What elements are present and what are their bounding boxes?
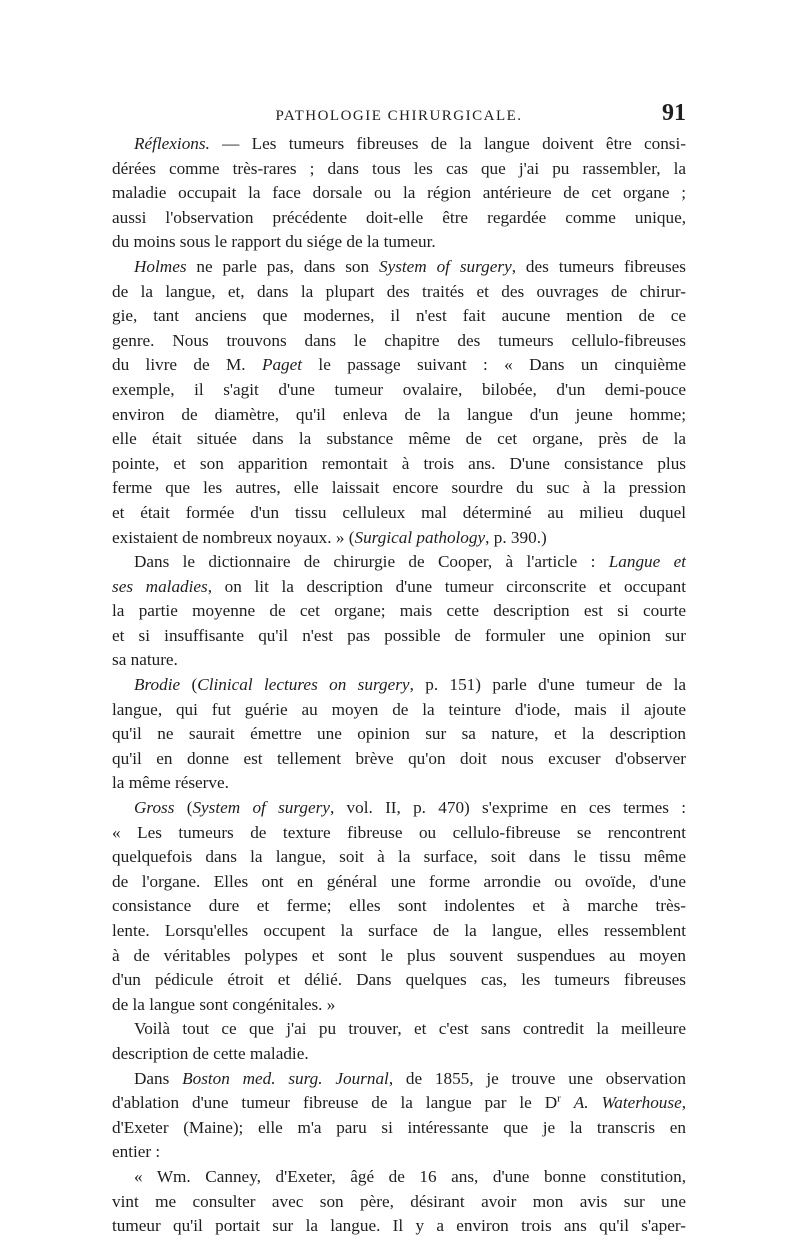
- text-segment: d'Exeter (Maine); elle m'a paru si intéressante que je la transcris en: [112, 1117, 686, 1137]
- text-line: [112, 1042, 686, 1067]
- text-line: [112, 230, 686, 255]
- text-line: [112, 771, 686, 796]
- text-segment: System of surgery: [192, 798, 330, 818]
- text-segment: r: [557, 1092, 561, 1105]
- text-line: [112, 427, 686, 452]
- text-segment: elle était située dans la substance même de cet organe, près de la: [112, 429, 686, 449]
- text-line: [112, 526, 686, 551]
- text-line: [112, 1091, 686, 1116]
- text-segment: entier :: [112, 1142, 161, 1162]
- text-segment: Réflexions.: [134, 134, 210, 153]
- text-line: [112, 796, 686, 821]
- text-line: [112, 1067, 686, 1092]
- text-segment: A. Waterhouse: [573, 1093, 682, 1113]
- text-segment: Surgical pathology: [354, 527, 486, 547]
- text-segment: et était formée d'un tissu celluleux mal déterminé au milieu duquel: [112, 502, 686, 522]
- text-line: [112, 673, 686, 698]
- text-segment: environ de diamètre, qu'il enleva de la langue d'un jeune homme;: [112, 404, 686, 424]
- text-segment: Paget: [261, 355, 303, 375]
- text-segment: description de cette maladie.: [112, 1043, 309, 1063]
- text-segment: , p. 390.): [485, 527, 547, 547]
- text-segment: à de véritables polypes et sont le plus souvent suspendues au moyen: [112, 945, 686, 965]
- text-line: [112, 280, 686, 305]
- text-segment: — Les tumeurs fibreuses de la langue doivent être consi-: [209, 134, 686, 153]
- text-segment: Holmes: [134, 256, 187, 276]
- text-segment: Langue et: [608, 552, 686, 572]
- text-segment: (: [174, 798, 193, 818]
- text-segment: ne parle pas, dans son: [186, 256, 379, 276]
- text-segment: la même réserve.: [112, 773, 229, 793]
- text-line: [112, 1165, 686, 1190]
- text-line: [112, 821, 686, 846]
- text-segment: d'ablation d'une tumeur fibreuse de la langue par le D: [112, 1093, 558, 1113]
- text-segment: Clinical lectures on surgery: [197, 675, 410, 695]
- text-line: [112, 1190, 686, 1215]
- text-segment: ses maladies: [112, 576, 208, 596]
- text-segment: (: [180, 675, 198, 695]
- text-line: [112, 452, 686, 477]
- text-line: [112, 968, 686, 993]
- text-line: [112, 919, 686, 944]
- text-segment: , vol. II, p. 470) s'exprime en ces termes :: [329, 798, 686, 818]
- text-segment: ,: [681, 1093, 686, 1113]
- text-segment: ferme que les autres, elle laissait encore sourdre du suc à la pression: [112, 478, 686, 498]
- text-line: [112, 1214, 686, 1239]
- text-segment: qu'il ne saurait émettre une opinion sur sa nature, et la description: [112, 724, 686, 744]
- text-line: [112, 206, 686, 231]
- text-segment: sa nature.: [112, 650, 178, 670]
- text-segment: consistance dure et ferme; elles sont indolentes et à marche très-: [112, 896, 686, 916]
- page-number: 91: [662, 100, 686, 126]
- text-segment: et si insuffisante qu'il n'est pas possible de formuler une opinion sur: [112, 625, 686, 645]
- text-segment: pointe, et son apparition remontait à trois ans. D'une consistance plus: [112, 453, 686, 473]
- text-segment: le passage suivant : « Dans un cinquième: [302, 355, 686, 375]
- text-line: [112, 722, 686, 747]
- text-line: [112, 993, 686, 1018]
- text-segment: langue, qui fut guérie au moyen de la teinture d'iode, mais il ajoute: [112, 699, 686, 719]
- text-segment: existaient de nombreux noyaux. » (: [112, 527, 355, 547]
- text-segment: qu'il en donne est tellement brève qu'on doit nous excuser d'observer: [112, 748, 686, 768]
- text-segment: Dans: [134, 1068, 183, 1088]
- text-line: [112, 944, 686, 969]
- text-line: [112, 353, 686, 378]
- text-segment: du moins sous le rapport du siége de la tumeur.: [112, 232, 436, 252]
- text-segment: Boston med. surg. Journal: [182, 1068, 389, 1088]
- text-segment: , de 1855, je trouve une observation: [388, 1068, 686, 1088]
- text-segment: maladie occupait la face dorsale ou la région antérieure de cet organe ;: [112, 183, 686, 203]
- text-line: [112, 648, 686, 673]
- text-segment: tumeur qu'il portait sur la langue. Il y a environ trois ans qu'il s'aper-: [112, 1216, 686, 1236]
- text-segment: de la langue sont congénitales. »: [112, 994, 336, 1014]
- text-line: [112, 181, 686, 206]
- text-segment: genre. Nous trouvons dans le chapitre des tumeurs cellulo-fibreuses: [112, 330, 686, 350]
- text-segment: , on lit la description d'une tumeur circonscrite et occupant: [207, 576, 686, 596]
- text-segment: la partie moyenne de cet organe; mais cette description est si courte: [112, 601, 686, 621]
- text-segment: , des tumeurs fibreuses: [511, 256, 686, 276]
- text-line: [112, 378, 686, 403]
- text-segment: du livre de M.: [112, 355, 262, 375]
- text-segment: vint me consulter avec son père, désirant avoir mon avis sur une: [112, 1191, 686, 1211]
- text-line: [112, 157, 686, 182]
- text-segment: Brodie: [134, 675, 181, 695]
- text-line: [112, 1116, 686, 1141]
- text-segment: d'un pédicule étroit et délié. Dans quelques cas, les tumeurs fibreuses: [112, 970, 686, 990]
- text-line: [112, 1017, 686, 1042]
- text-line: [112, 476, 686, 501]
- running-title: PATHOLOGIE CHIRURGICALE.: [275, 108, 523, 124]
- text-segment: quelquefois dans la langue, soit à la surface, soit dans le tissu même: [112, 847, 686, 867]
- text-line: [112, 403, 686, 428]
- text-segment: lente. Lorsqu'elles occupent la surface de la langue, elles ressemblent: [112, 921, 686, 940]
- text-line: [112, 575, 686, 600]
- text-segment: , p. 151) parle d'une tumeur de la: [409, 675, 686, 695]
- text-line: [112, 255, 686, 280]
- text-segment: de la langue, et, dans la plupart des traités et des ouvrages de chirur-: [112, 281, 686, 301]
- text-segment: Dans le dictionnaire de chirurgie de Cooper, à l'article :: [134, 552, 609, 572]
- text-segment: Gross: [134, 798, 175, 818]
- text-line: [112, 894, 686, 919]
- text-line: [112, 304, 686, 329]
- text-line: [112, 624, 686, 649]
- text-line: [112, 132, 686, 157]
- text-segment: de l'organe. Elles ont en général une forme arrondie ou ovoïde, d'une: [112, 871, 686, 891]
- text-segment: aussi l'observation précédente doit-elle être regardée comme unique,: [112, 207, 686, 227]
- text-line: [112, 845, 686, 870]
- text-line: [112, 1140, 686, 1165]
- text-segment: gie, tant anciens que modernes, il n'est fait aucune mention de ce: [112, 306, 686, 326]
- text-line: [112, 870, 686, 895]
- text-segment: « Les tumeurs de texture fibreuse ou cellulo-fibreuse se rencontrent: [112, 822, 686, 842]
- text-line: [112, 501, 686, 526]
- text-segment: dérées comme très-rares ; dans tous les cas que j'ai pu rassembler, la: [112, 158, 686, 178]
- text-segment: exemple, il s'agit d'une tumeur ovalaire, bilobée, d'un demi-pouce: [112, 379, 686, 399]
- text-line: [112, 599, 686, 624]
- text-segment: System of surgery: [378, 256, 512, 276]
- text-segment: « Wm. Canney, d'Exeter, âgé de 16 ans, d'une bonne constitution,: [134, 1166, 686, 1186]
- text-line: [112, 698, 686, 723]
- text-line: [112, 329, 686, 354]
- page-header: [112, 98, 686, 128]
- text-line: [112, 747, 686, 772]
- text-segment: Voilà tout ce que j'ai pu trouver, et c'est sans contredit la meilleure: [134, 1019, 686, 1039]
- text-segment: [561, 1093, 574, 1112]
- text-line: [112, 550, 686, 575]
- body-text: [112, 132, 686, 1239]
